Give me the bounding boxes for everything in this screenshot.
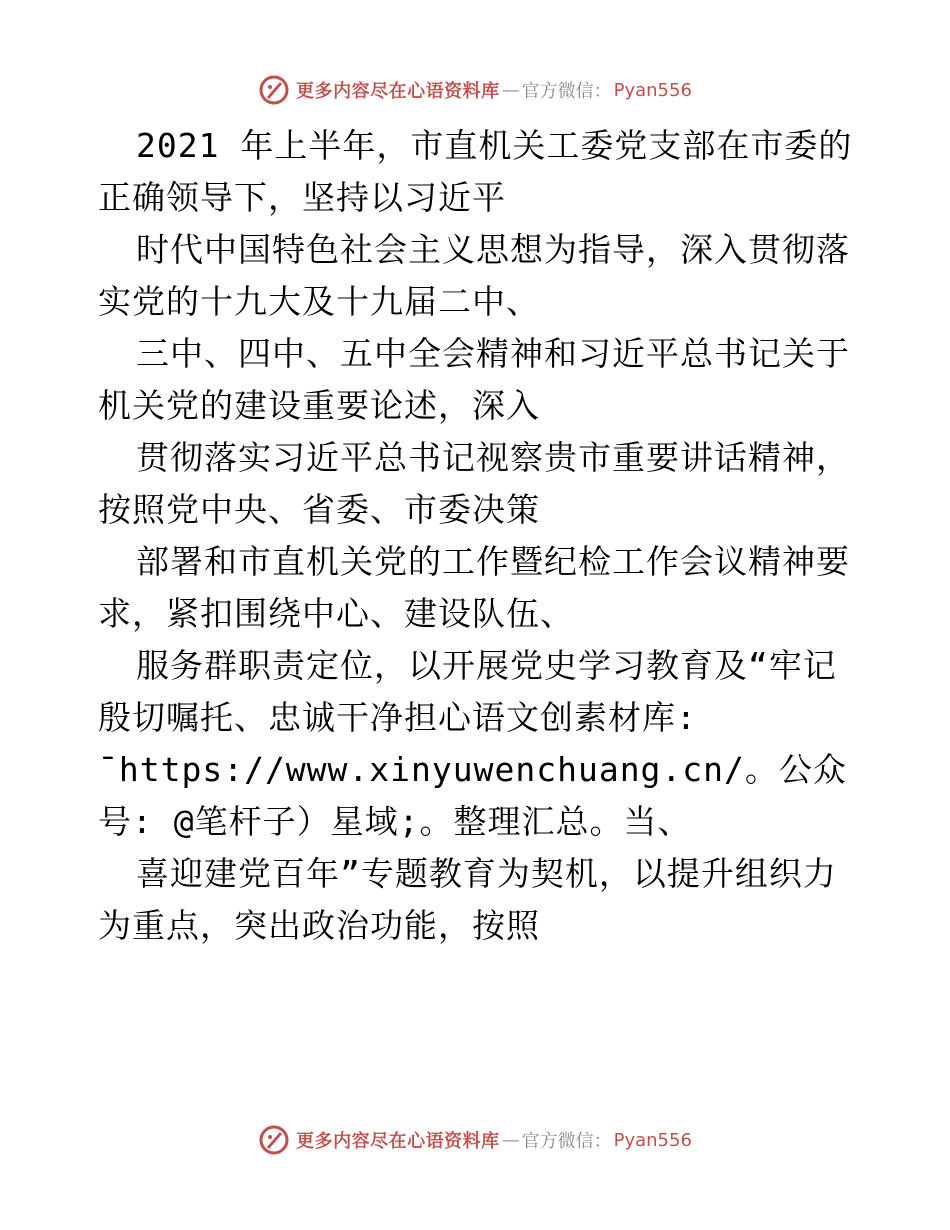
paragraph-url: ¯https://www.xinyuwenchuang.cn/。公众号: @笔杆子）星域;。整理汇总。当、 [98,750,847,841]
watermark-wechat-id: Pyan556 [613,1129,692,1151]
paragraph: 贯彻落实习近平总书记视察贵市重要讲话精神，按照党中央、省委、市委决策 [98,438,850,529]
watermark-dash: — [501,1129,520,1151]
paragraph: 喜迎建党百年”专题教育为契机，以提升组织力为重点，突出政治功能，按照 [98,854,837,945]
footer-watermark [0,1120,950,1160]
paragraph: 2021 年上半年，市直机关工委党支部在市委的正确领导下，坚持以习近平 [98,126,853,217]
paragraph: 三中、四中、五中全会精神和习近平总书记关于机关党的建设重要论述，深入 [98,334,850,425]
watermark-official: 官方微信： [521,81,612,102]
watermark-official: 官方微信： [521,1131,612,1152]
watermark-brand: 更多内容尽在心语资料库 [296,1131,500,1152]
watermark-wechat-id: Pyan556 [613,79,692,101]
header-watermark [0,70,950,110]
paragraph: 时代中国特色社会主义思想为指导，深入贯彻落实党的十九大及十九届二中、 [98,230,850,321]
document-body [98,120,858,952]
watermark-brand: 更多内容尽在心语资料库 [296,81,500,102]
paragraph: 服务群职责定位，以开展党史学习教育及“牢记殷切嘱托、忠诚干净担心语文创素材库: [98,646,837,737]
quill-seal-logo-icon [258,74,290,106]
quill-seal-logo-icon [258,1124,290,1156]
watermark-dash: — [501,79,520,101]
paragraph: 部署和市直机关党的工作暨纪检工作会议精神要求，紧扣围绕中心、建设队伍、 [98,542,850,633]
